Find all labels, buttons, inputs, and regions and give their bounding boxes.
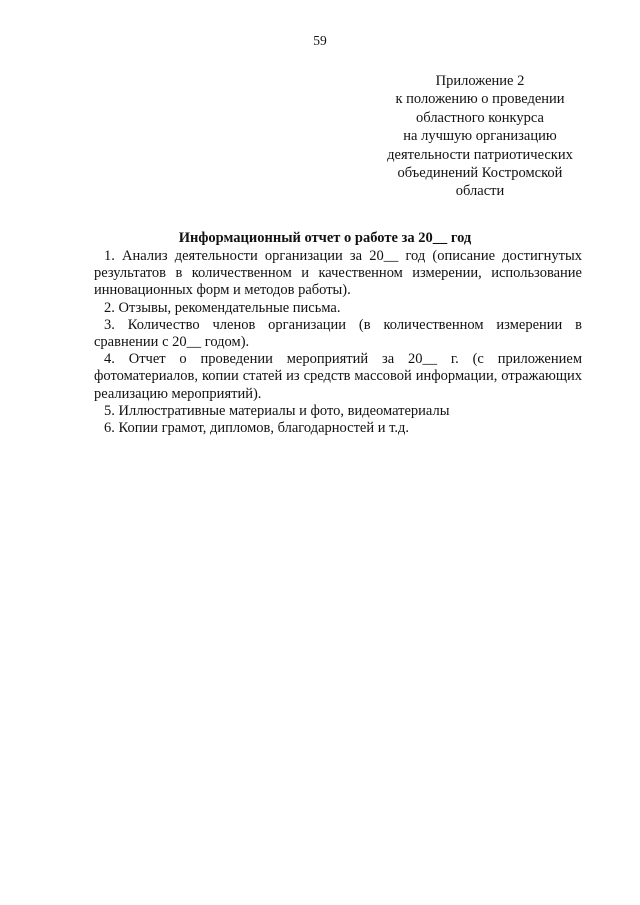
report-item-6 (94, 420, 582, 437)
appendix-line: областного конкурса (416, 109, 544, 126)
report-item-4 (94, 351, 582, 403)
report-item-line: 5. Иллюстративные материалы и фото, видеоматериалы (104, 402, 450, 419)
report-item-line: инновационных форм и методов работы). (94, 282, 351, 299)
report-item-line: 1. Анализ деятельности организации за 20__ год (описание достигнутых (104, 248, 582, 264)
report-item-line: реализацию мероприятий). (94, 385, 262, 402)
report-item-line: 6. Копии грамот, дипломов, благодарностей и т.д. (104, 420, 409, 437)
page-number: 59 (313, 33, 327, 48)
report-item-line: результатов в количественном и качественном измерении, использование (94, 265, 582, 282)
appendix-line: объединений Костромской (397, 165, 563, 182)
report-item-2 (94, 300, 582, 317)
report-item-5 (94, 403, 582, 420)
appendix-line: области (455, 183, 505, 200)
appendix-header (368, 72, 592, 201)
report-item-line: 3. Количество членов организации (в количественном измерении в (104, 316, 582, 333)
report-title: Информационный отчет о работе за 20__ год (178, 230, 472, 246)
report-item-line: фотоматериалов, копии статей из средств массовой информации, отражающих (94, 368, 582, 385)
appendix-line: к положению о проведении (395, 91, 565, 108)
report-item-line: сравнении с 20__ годом). (94, 334, 250, 351)
appendix-line: на лучшую организацию (403, 128, 557, 145)
appendix-line: Приложение 2 (435, 73, 525, 89)
report-body (94, 248, 582, 437)
appendix-line: деятельности патриотических (387, 146, 573, 163)
report-item-1 (94, 248, 582, 300)
report-item-line: 4. Отчет о проведении мероприятий за 20__ г. (с приложением (104, 351, 582, 368)
report-item-3 (94, 317, 582, 351)
report-item-line: 2. Отзывы, рекомендательные письма. (104, 299, 341, 316)
